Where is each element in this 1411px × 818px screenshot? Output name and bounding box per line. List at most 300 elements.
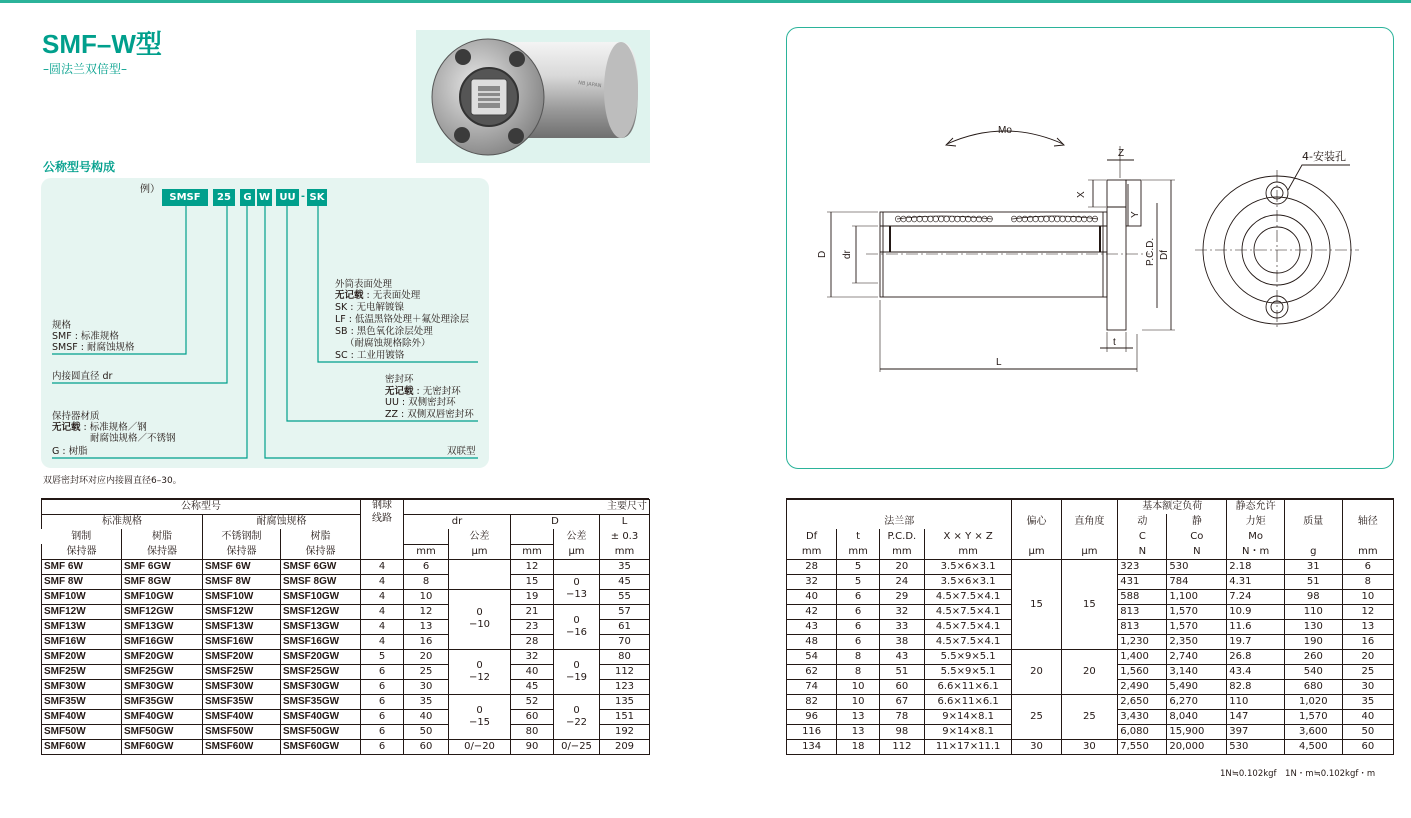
cell-c: 588	[1118, 589, 1167, 604]
th-resin1: 树脂	[122, 529, 203, 544]
example-label: 例）	[140, 184, 160, 195]
cell-mo: 4.31	[1227, 574, 1285, 589]
rth-blank2	[1012, 499, 1061, 514]
cell-cor-resin: SMSF40GW	[281, 709, 361, 724]
cell-L: 55	[600, 589, 650, 604]
cell-L: 135	[600, 694, 650, 709]
cell-xyz: 6.6×11×6.1	[924, 679, 1012, 694]
label-holes: 4-安装孔	[1302, 150, 1346, 163]
cell-pcd: 78	[879, 709, 924, 724]
cell-std-resin: SMF50GW	[122, 724, 203, 739]
ball	[901, 216, 906, 222]
cell-co: 3,140	[1167, 664, 1227, 679]
cell-cor-ss: SMSF12W	[203, 604, 281, 619]
ball	[939, 216, 944, 222]
label-d: D	[817, 250, 828, 258]
cell-cor-resin: SMSF13GW	[281, 619, 361, 634]
rth-blank5	[1342, 499, 1393, 514]
cell-ball-lines: 4	[361, 604, 404, 619]
cell-std-resin: SMF13GW	[122, 619, 203, 634]
ball	[1065, 216, 1070, 222]
rth-co: Co	[1167, 529, 1227, 544]
label-y: Y	[1130, 211, 1141, 218]
seal-zz: ZZ : 双侧双唇密封环	[385, 409, 474, 420]
cell-co: 530	[1167, 559, 1227, 574]
cell-D-tol: 0 −16	[554, 604, 600, 649]
cell-t: 6	[837, 589, 880, 604]
rth-moment: 静态允许	[1227, 499, 1285, 514]
rth-u8: N	[1167, 544, 1227, 559]
cell-c: 2,490	[1118, 679, 1167, 694]
cell-t: 13	[837, 724, 880, 739]
left-spec-table	[41, 499, 650, 755]
cell-D: 19	[511, 589, 554, 604]
rth-b9	[1342, 529, 1393, 544]
cell-dr: 60	[404, 739, 449, 754]
cell-D-tol	[554, 559, 600, 574]
cell-ball-lines: 4	[361, 559, 404, 574]
rth-b6	[1012, 529, 1061, 544]
cell-c: 3,430	[1118, 709, 1167, 724]
cell-L: 151	[600, 709, 650, 724]
cell-t: 5	[837, 559, 880, 574]
rth-sta: 静	[1167, 514, 1227, 529]
label-z: Z	[1118, 148, 1125, 159]
cell-std-steel: SMF 6W	[42, 559, 122, 574]
th-ret1: 保持器	[42, 544, 122, 559]
cell-co: 5,490	[1167, 679, 1227, 694]
seal-note: 双唇密封环对应内接圆直径6–30。	[43, 476, 182, 486]
section-title: 公称型号构成	[43, 160, 116, 174]
rth-dyn: 动	[1118, 514, 1167, 529]
seal-uu: UU : 双侧密封环	[385, 397, 456, 408]
cell-ecc: 25	[1012, 694, 1061, 739]
cell-df: 43	[787, 619, 837, 634]
cell-df: 62	[787, 664, 837, 679]
cell-dr-tol: 0 −10	[449, 589, 511, 649]
cell-df: 28	[787, 559, 837, 574]
cell-shaft: 12	[1342, 604, 1393, 619]
cell-c: 813	[1118, 619, 1167, 634]
ball	[906, 216, 911, 222]
cell-xyz: 11×17×11.1	[924, 739, 1012, 754]
table-row	[42, 739, 650, 754]
cell-xyz: 6.6×11×6.1	[924, 694, 1012, 709]
cell-co: 1,570	[1167, 619, 1227, 634]
cell-co: 15,900	[1167, 724, 1227, 739]
table-row	[787, 559, 1394, 574]
cell-cor-ss: SMSF 6W	[203, 559, 281, 574]
cell-std-steel: SMF10W	[42, 589, 122, 604]
cell-pcd: 24	[879, 574, 924, 589]
rth-u6: μm	[1061, 544, 1118, 559]
cell-mo: 82.8	[1227, 679, 1285, 694]
cell-cor-ss: SMSF20W	[203, 649, 281, 664]
cell-std-steel: SMF30W	[42, 679, 122, 694]
rth-perp: 直角度	[1061, 514, 1118, 529]
cell-cor-resin: SMSF35GW	[281, 694, 361, 709]
table-row	[787, 649, 1394, 664]
cell-xyz: 4.5×7.5×4.1	[924, 619, 1012, 634]
cell-dr: 8	[404, 574, 449, 589]
rth-u7: N	[1118, 544, 1167, 559]
cell-mo: 2.18	[1227, 559, 1285, 574]
cell-std-steel: SMF12W	[42, 604, 122, 619]
ball	[960, 216, 965, 222]
cell-cor-resin: SMSF30GW	[281, 679, 361, 694]
spec-label: 规格	[52, 320, 72, 331]
cell-co: 1,570	[1167, 604, 1227, 619]
cell-ball-lines: 6	[361, 664, 404, 679]
cell-xyz: 4.5×7.5×4.1	[924, 634, 1012, 649]
th-balls: 钢球 线路	[361, 499, 404, 559]
cell-std-resin: SMF10GW	[122, 589, 203, 604]
cell-pcd: 38	[879, 634, 924, 649]
cell-c: 431	[1118, 574, 1167, 589]
rth-u11: mm	[1342, 544, 1393, 559]
surface-none: 无记载 : 无表面处理	[335, 290, 421, 301]
th-dr-tol: 公差	[449, 529, 511, 544]
ball	[922, 216, 927, 222]
cell-std-steel: SMF20W	[42, 649, 122, 664]
cell-t: 5	[837, 574, 880, 589]
cell-mo: 43.4	[1227, 664, 1285, 679]
cell-shaft: 13	[1342, 619, 1393, 634]
th-steel: 钢制	[42, 529, 122, 544]
cell-xyz: 5.5×9×5.1	[924, 664, 1012, 679]
cell-D-tol: 0 −13	[554, 574, 600, 604]
cell-cor-ss: SMSF13W	[203, 619, 281, 634]
cell-mo: 397	[1227, 724, 1285, 739]
cell-co: 784	[1167, 574, 1227, 589]
cell-t: 8	[837, 649, 880, 664]
cell-cor-resin: SMSF 8GW	[281, 574, 361, 589]
cell-D-tol: 0/−25	[554, 739, 600, 754]
rth-u3: mm	[879, 544, 924, 559]
cell-std-steel: SMF60W	[42, 739, 122, 754]
cell-mass: 98	[1284, 589, 1342, 604]
cell-mass: 680	[1284, 679, 1342, 694]
cell-pcd: 29	[879, 589, 924, 604]
ball-row	[895, 216, 1097, 222]
cell-shaft: 50	[1342, 724, 1393, 739]
surface-sk: SK : 无电解镀镍	[335, 302, 405, 313]
cell-xyz: 5.5×9×5.1	[924, 649, 1012, 664]
cell-shaft: 20	[1342, 649, 1393, 664]
spec-smsf: SMSF : 耐腐蚀规格	[52, 342, 135, 353]
th-u3: mm	[511, 544, 554, 559]
cell-c: 1,230	[1118, 634, 1167, 649]
ball	[1022, 216, 1027, 222]
th-ret3: 保持器	[203, 544, 281, 559]
cell-df: 82	[787, 694, 837, 709]
rth-u9: N・m	[1227, 544, 1285, 559]
ball	[1033, 216, 1038, 222]
cell-cor-ss: SMSF10W	[203, 589, 281, 604]
th-u4: μm	[554, 544, 600, 559]
cell-perp: 30	[1061, 739, 1118, 754]
cell-mass: 1,570	[1284, 709, 1342, 724]
surface-sc: SC : 工业用镀铬	[335, 350, 405, 361]
cell-std-resin: SMF60GW	[122, 739, 203, 754]
cell-L: 192	[600, 724, 650, 739]
cell-cor-resin: SMSF16GW	[281, 634, 361, 649]
cell-L: 35	[600, 559, 650, 574]
cell-D-tol: 0 −19	[554, 649, 600, 694]
cell-xyz: 3.5×6×3.1	[924, 574, 1012, 589]
cell-cor-ss: SMSF40W	[203, 709, 281, 724]
ball	[944, 216, 949, 222]
right-spec-table	[786, 499, 1394, 755]
cell-shaft: 60	[1342, 739, 1393, 754]
cell-df: 116	[787, 724, 837, 739]
th-D-tol: 公差	[554, 529, 600, 544]
cell-dr: 25	[404, 664, 449, 679]
cell-D: 40	[511, 664, 554, 679]
cell-dr: 50	[404, 724, 449, 739]
cell-pcd: 60	[879, 679, 924, 694]
cell-cor-resin: SMSF50GW	[281, 724, 361, 739]
cell-L: 61	[600, 619, 650, 634]
cell-D: 90	[511, 739, 554, 754]
code-sk: SK	[307, 189, 327, 206]
cell-perp: 25	[1061, 694, 1118, 739]
cell-t: 10	[837, 679, 880, 694]
cell-cor-ss: SMSF 8W	[203, 574, 281, 589]
cell-std-resin: SMF20GW	[122, 649, 203, 664]
cell-ball-lines: 6	[361, 694, 404, 709]
cell-shaft: 35	[1342, 694, 1393, 709]
rth-moment2: 力矩	[1227, 514, 1285, 529]
th-model: 公称型号	[42, 499, 361, 514]
cell-df: 134	[787, 739, 837, 754]
cell-ecc: 30	[1012, 739, 1061, 754]
code-uu: UU	[276, 189, 299, 206]
cell-mass: 110	[1284, 604, 1342, 619]
cell-ball-lines: 4	[361, 574, 404, 589]
cell-ball-lines: 6	[361, 709, 404, 724]
ball	[1082, 216, 1087, 222]
cell-c: 1,560	[1118, 664, 1167, 679]
cell-mass: 260	[1284, 649, 1342, 664]
cell-dr-tol: 0 −12	[449, 649, 511, 694]
rth-blank3	[1061, 499, 1118, 514]
ball	[1055, 216, 1060, 222]
cell-co: 2,350	[1167, 634, 1227, 649]
cell-df: 96	[787, 709, 837, 724]
cell-c: 2,650	[1118, 694, 1167, 709]
cell-mo: 26.8	[1227, 649, 1285, 664]
surface-sb: SB : 黑色氧化涂层处理	[335, 326, 433, 337]
cell-shaft: 30	[1342, 679, 1393, 694]
cell-mass: 4,500	[1284, 739, 1342, 754]
cell-xyz: 3.5×6×3.1	[924, 559, 1012, 574]
cell-cor-resin: SMSF10GW	[281, 589, 361, 604]
cell-cor-ss: SMSF16W	[203, 634, 281, 649]
cell-ball-lines: 4	[361, 634, 404, 649]
cell-ball-lines: 6	[361, 739, 404, 754]
cell-perp: 15	[1061, 559, 1118, 649]
cell-mo: 10.9	[1227, 604, 1285, 619]
cell-std-steel: SMF35W	[42, 694, 122, 709]
cell-t: 18	[837, 739, 880, 754]
cell-mass: 130	[1284, 619, 1342, 634]
cell-dr-tol	[449, 559, 511, 589]
cell-dr: 13	[404, 619, 449, 634]
cell-cor-resin: SMSF25GW	[281, 664, 361, 679]
ball	[955, 216, 960, 222]
retainer-none: 无记载 : 标准规格／钢	[52, 422, 147, 433]
cell-co: 1,100	[1167, 589, 1227, 604]
surface-label: 外筒表面处理	[335, 279, 393, 290]
cell-std-resin: SMF25GW	[122, 664, 203, 679]
cell-dr: 6	[404, 559, 449, 574]
cell-std-resin: SMF 8GW	[122, 574, 203, 589]
rth-u5: μm	[1012, 544, 1061, 559]
rth-b8	[1284, 529, 1342, 544]
rth-df: Df	[787, 529, 837, 544]
rth-flange: 法兰部	[787, 514, 1012, 529]
cell-t: 13	[837, 709, 880, 724]
cell-std-steel: SMF40W	[42, 709, 122, 724]
rth-t: t	[837, 529, 880, 544]
cell-D: 32	[511, 649, 554, 664]
seal-label: 密封环	[385, 374, 414, 385]
ball	[1017, 216, 1022, 222]
cell-cor-ss: SMSF50W	[203, 724, 281, 739]
cell-mo: 11.6	[1227, 619, 1285, 634]
cell-mo: 7.24	[1227, 589, 1285, 604]
label-df: Df	[1159, 250, 1170, 260]
rth-b7	[1061, 529, 1118, 544]
ball	[1044, 216, 1049, 222]
th-cor: 耐腐蚀规格	[203, 514, 361, 529]
cell-cor-ss: SMSF25W	[203, 664, 281, 679]
cell-df: 54	[787, 649, 837, 664]
unit-footnote: 1N≒0.102kgf 1N・m≒0.102kgf・m	[1220, 769, 1376, 779]
cell-t: 6	[837, 619, 880, 634]
cell-pcd: 51	[879, 664, 924, 679]
cell-L: 123	[600, 679, 650, 694]
cell-L: 70	[600, 634, 650, 649]
cell-D: 45	[511, 679, 554, 694]
rth-blank4	[1284, 499, 1342, 514]
code-smsf: SMSF	[162, 189, 208, 206]
retainer-none-2: 耐腐蚀规格／不锈钢	[90, 433, 176, 444]
cell-pcd: 33	[879, 619, 924, 634]
cell-xyz: 4.5×7.5×4.1	[924, 589, 1012, 604]
retainer-g: G : 树脂	[52, 446, 88, 457]
table-row	[42, 574, 650, 589]
th-ss: 不锈钢制	[203, 529, 281, 544]
ball	[1071, 216, 1076, 222]
th-blank2	[511, 529, 554, 544]
cell-dr: 16	[404, 634, 449, 649]
cell-dr: 35	[404, 694, 449, 709]
label-dr: dr	[842, 250, 853, 259]
cell-df: 48	[787, 634, 837, 649]
th-D: D	[511, 514, 600, 529]
cell-D: 52	[511, 694, 554, 709]
cell-mo: 530	[1227, 739, 1285, 754]
cell-L: 57	[600, 604, 650, 619]
cell-L: 209	[600, 739, 650, 754]
cell-std-steel: SMF50W	[42, 724, 122, 739]
cell-co: 8,040	[1167, 709, 1227, 724]
cell-dr: 10	[404, 589, 449, 604]
cell-pcd: 67	[879, 694, 924, 709]
cell-cor-ss: SMSF30W	[203, 679, 281, 694]
table-row	[42, 604, 650, 619]
th-std: 标准规格	[42, 514, 203, 529]
label-t: t	[1113, 337, 1116, 348]
cell-t: 6	[837, 634, 880, 649]
cell-ball-lines: 6	[361, 724, 404, 739]
cell-c: 1,400	[1118, 649, 1167, 664]
cell-std-resin: SMF16GW	[122, 634, 203, 649]
cell-dr: 30	[404, 679, 449, 694]
cell-mo: 19.7	[1227, 634, 1285, 649]
cell-dr-tol: 0/−20	[449, 739, 511, 754]
cell-std-resin: SMF12GW	[122, 604, 203, 619]
cell-dr-tol: 0 −15	[449, 694, 511, 739]
cell-L: 45	[600, 574, 650, 589]
cell-ecc: 20	[1012, 649, 1061, 694]
cell-mass: 1,020	[1284, 694, 1342, 709]
th-L-tol: ± 0.3	[600, 529, 650, 544]
rth-u2: mm	[837, 544, 880, 559]
cell-dr: 12	[404, 604, 449, 619]
rth-u10: g	[1284, 544, 1342, 559]
cell-ball-lines: 6	[361, 679, 404, 694]
cell-co: 2,740	[1167, 649, 1227, 664]
photo-stamp: NB JAPAN	[577, 80, 602, 90]
cell-ball-lines: 4	[361, 589, 404, 604]
cell-pcd: 112	[879, 739, 924, 754]
cell-std-resin: SMF40GW	[122, 709, 203, 724]
table-row	[787, 694, 1394, 709]
rth-mo: Mo	[1227, 529, 1285, 544]
table-row	[787, 739, 1394, 754]
code-dash: -	[301, 191, 305, 202]
th-ret2: 保持器	[122, 544, 203, 559]
ball	[1038, 216, 1043, 222]
spec-smf: SMF : 标准规格	[52, 331, 119, 342]
th-blank1	[404, 529, 449, 544]
cell-std-resin: SMF35GW	[122, 694, 203, 709]
table-row	[42, 649, 650, 664]
cell-D-tol: 0 −22	[554, 694, 600, 739]
cell-std-steel: SMF13W	[42, 619, 122, 634]
cell-c: 813	[1118, 604, 1167, 619]
cell-xyz: 9×14×8.1	[924, 709, 1012, 724]
cell-co: 6,270	[1167, 694, 1227, 709]
cell-L: 80	[600, 649, 650, 664]
cell-std-resin: SMF 6GW	[122, 559, 203, 574]
rth-xyz: X × Y × Z	[924, 529, 1012, 544]
cell-D: 28	[511, 634, 554, 649]
cell-ball-lines: 4	[361, 619, 404, 634]
rth-u1: mm	[787, 544, 837, 559]
cell-L: 112	[600, 664, 650, 679]
cell-cor-ss: SMSF35W	[203, 694, 281, 709]
cell-perp: 20	[1061, 649, 1118, 694]
cell-c: 6,080	[1118, 724, 1167, 739]
cell-cor-resin: SMSF 6GW	[281, 559, 361, 574]
cell-mass: 51	[1284, 574, 1342, 589]
cell-dr: 40	[404, 709, 449, 724]
cell-pcd: 98	[879, 724, 924, 739]
